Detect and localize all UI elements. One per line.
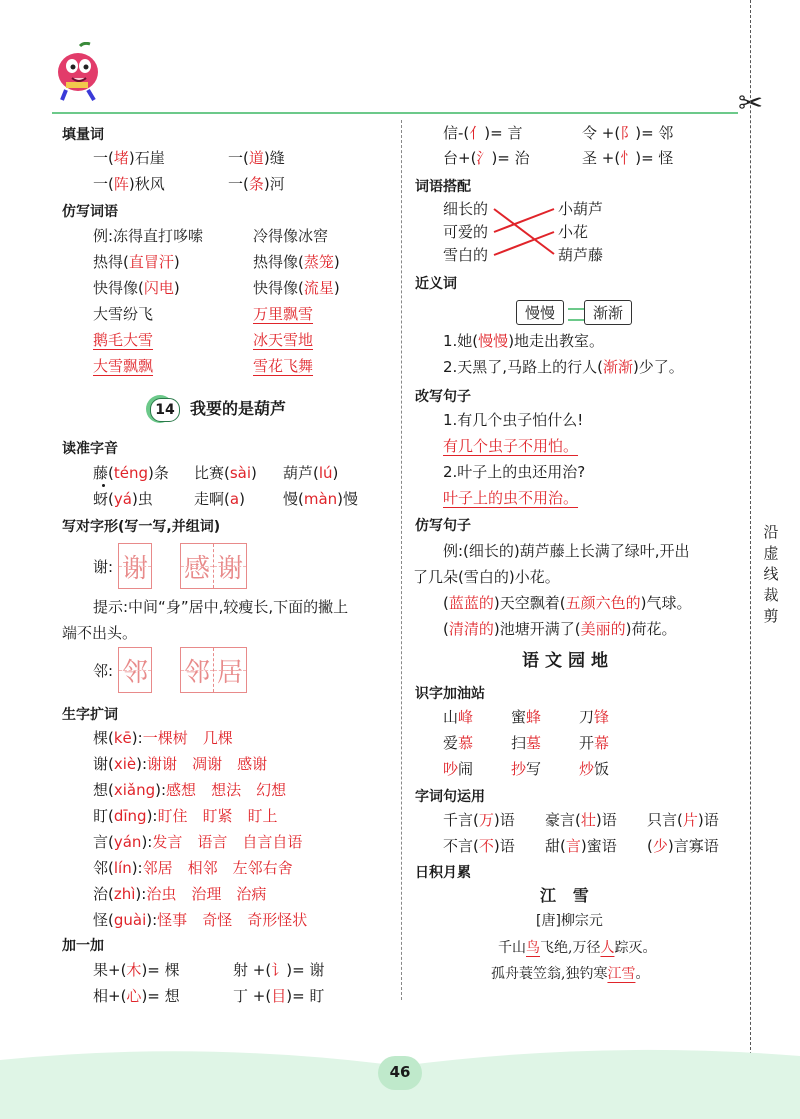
grid-char: 居 bbox=[213, 648, 246, 692]
expand-item: 言(yán):发言 语言 自言自语 bbox=[93, 833, 303, 851]
poem-author: [唐]柳宗元 bbox=[536, 913, 603, 929]
writing-grid-xie-2 bbox=[180, 543, 247, 589]
expand-item: 棵(kē):一棵树 几棵 bbox=[93, 729, 233, 747]
imitate-row-2-b: 快得像(流星) bbox=[253, 279, 340, 297]
synonym-link-icon bbox=[568, 308, 584, 321]
station-item: 蜜蜂 bbox=[511, 708, 542, 726]
match-line-3 bbox=[494, 232, 554, 255]
match-line-1 bbox=[494, 209, 554, 254]
rewrite-a1: 有几个虫子不用怕。 bbox=[443, 437, 579, 455]
pinyin-1-1: 藤(téng)条 bbox=[93, 464, 169, 482]
lesson-number: 14 bbox=[150, 398, 180, 422]
mascot-apple-icon bbox=[52, 42, 108, 106]
scissors-icon: ✂ bbox=[738, 86, 764, 121]
imitate-base-a: 大雪纷飞 bbox=[93, 305, 154, 323]
expand-item: 邻(lín):邻居 相邻 左邻右舍 bbox=[93, 859, 293, 877]
pinyin-1-3: 葫芦(lú) bbox=[283, 464, 339, 482]
grid-char: 邻 bbox=[181, 648, 213, 692]
imitate-answer-2b: 雪花飞舞 bbox=[253, 357, 314, 375]
writing-lin-label: 邻: bbox=[93, 662, 114, 680]
writing-xie-label: 谢: bbox=[93, 558, 114, 576]
subtract-row-1-a: 信-(亻)= 言 bbox=[443, 124, 523, 142]
section-heading-fill: 填量词 bbox=[62, 127, 104, 143]
match-right-3: 葫芦藤 bbox=[558, 246, 604, 264]
section-heading-add: 加一加 bbox=[62, 938, 104, 954]
imitate-sentence-example-2: 了几朵(雪白的)小花。 bbox=[413, 568, 560, 586]
grid-char: 谢 bbox=[119, 544, 151, 588]
usage-item: (少)言寡语 bbox=[647, 837, 719, 855]
synonym-word-a: 慢慢 bbox=[516, 300, 564, 325]
section-heading-usage: 字词句运用 bbox=[415, 789, 485, 805]
section-heading-synonym: 近义词 bbox=[415, 276, 457, 292]
add-row-2-a: 相+(心)= 想 bbox=[93, 987, 180, 1005]
garden-title: 语文园地 bbox=[522, 651, 614, 671]
writing-grid-xie-1 bbox=[118, 543, 152, 589]
grid-char: 邻 bbox=[119, 648, 151, 692]
fill-row-1-a: 一(堵)石崖 bbox=[93, 149, 165, 167]
imitate-base-b: 万里飘雪 bbox=[253, 305, 314, 323]
rewrite-q1: 1.有几个虫子怕什么! bbox=[443, 411, 584, 429]
grid-char: 谢 bbox=[213, 544, 246, 588]
poem-title: 江 雪 bbox=[540, 886, 589, 905]
imitate-row-2-a: 快得像(闪电) bbox=[93, 279, 180, 297]
imitate-answer-2a: 大雪飘飘 bbox=[93, 357, 154, 375]
grid-char: 感 bbox=[181, 544, 213, 588]
cut-line bbox=[750, 0, 751, 1060]
synonym-word-b: 渐渐 bbox=[584, 300, 632, 325]
side-note: 沿 虚 线 裁 剪 bbox=[754, 522, 788, 627]
imitate-answer-1b: 冰天雪地 bbox=[253, 331, 314, 349]
expand-item: 盯(dīng):盯住 盯紧 盯上 bbox=[93, 807, 278, 825]
match-right-2: 小花 bbox=[558, 223, 589, 241]
rewrite-q2: 2.叶子上的虫还用治? bbox=[443, 463, 586, 481]
station-item: 吵闹 bbox=[443, 760, 474, 778]
rewrite-a2: 叶子上的虫不用治。 bbox=[443, 489, 579, 507]
imitate-row-1-b: 热得像(蒸笼) bbox=[253, 253, 340, 271]
add-row-2-b: 丁 +(目)= 盯 bbox=[233, 987, 325, 1005]
section-heading-pinyin: 读准字音 bbox=[62, 441, 118, 457]
usage-item: 只言(片)语 bbox=[647, 811, 719, 829]
section-heading-expand: 生字扩词 bbox=[62, 707, 118, 723]
synonym-sentence-1: 1.她(慢慢)地走出教室。 bbox=[443, 332, 605, 350]
expand-item: 谢(xiè):谢谢 凋谢 感谢 bbox=[93, 755, 268, 773]
page-number: 46 bbox=[389, 1063, 411, 1081]
station-item: 爱慕 bbox=[443, 734, 474, 752]
station-item: 抄写 bbox=[511, 760, 542, 778]
usage-item: 甜(言)蜜语 bbox=[545, 837, 617, 855]
match-left-2: 可爱的 bbox=[443, 223, 489, 241]
section-heading-writing: 写对字形(写一写,并组词) bbox=[62, 519, 221, 535]
usage-item: 千言(万)语 bbox=[443, 811, 515, 829]
usage-item: 不言(不)语 bbox=[443, 837, 515, 855]
subtract-row-2-a: 台+(氵)= 治 bbox=[443, 149, 530, 167]
imitate-row-1-a: 热得(直冒汗) bbox=[93, 253, 180, 271]
station-item: 开幕 bbox=[579, 734, 610, 752]
match-left-1: 细长的 bbox=[443, 200, 489, 218]
pinyin-2-3: 慢(màn)慢 bbox=[283, 490, 359, 508]
subtract-row-2-b: 圣 +(忄)= 怪 bbox=[582, 149, 674, 167]
pinyin-2-1: 蚜(yá)虫 bbox=[93, 490, 153, 508]
writing-tip-2: 端不出头。 bbox=[62, 624, 138, 642]
writing-tip-1: 提示:中间“身”居中,较瘦长,下面的撇上 bbox=[93, 598, 349, 616]
imitate-sentence-answer-1: (蓝蓝的)天空飘着(五颜六色的)气球。 bbox=[443, 594, 692, 612]
synonym-sentence-2: 2.天黑了,马路上的行人(渐渐)少了。 bbox=[443, 358, 684, 376]
fill-row-2-a: 一(阵)秋风 bbox=[93, 175, 165, 193]
writing-grid-lin-1 bbox=[118, 647, 152, 693]
lesson-title: 我要的是葫芦 bbox=[190, 399, 287, 418]
fill-row-1-b: 一(道)缝 bbox=[228, 149, 285, 167]
section-heading-imitate-sentence: 仿写句子 bbox=[415, 518, 471, 534]
imitate-sentence-answer-2: (清清的)池塘开满了(美丽的)荷花。 bbox=[443, 620, 677, 638]
match-line-2 bbox=[494, 209, 554, 232]
section-heading-rewrite: 改写句子 bbox=[415, 389, 471, 405]
section-heading-station: 识字加油站 bbox=[415, 686, 485, 702]
expand-item: 怪(guài):怪事 奇怪 奇形怪状 bbox=[93, 911, 308, 929]
writing-grid-lin-2 bbox=[180, 647, 247, 693]
expand-item: 治(zhì):治虫 治理 治病 bbox=[93, 885, 267, 903]
imitate-example-b: 冷得像冰窖 bbox=[253, 227, 329, 245]
poem-line-1: 千山鸟飞绝,万径人踪灭。 bbox=[498, 940, 657, 956]
station-item: 炒饭 bbox=[579, 760, 610, 778]
add-row-1-a: 果+(木)= 棵 bbox=[93, 961, 180, 979]
subtract-row-1-b: 令 +(阝)= 邻 bbox=[582, 124, 674, 142]
match-lines bbox=[492, 198, 558, 268]
fill-row-2-b: 一(条)河 bbox=[228, 175, 285, 193]
poem-line-2: 孤舟蓑笠翁,独钓寒江雪。 bbox=[491, 966, 650, 982]
usage-item: 豪言(壮)语 bbox=[545, 811, 617, 829]
section-heading-imitate: 仿写词语 bbox=[62, 204, 118, 220]
imitate-example-a: 例:冻得直打哆嗦 bbox=[93, 227, 204, 245]
pinyin-1-2: 比赛(sài) bbox=[194, 464, 257, 482]
imitate-answer-1a: 鹅毛大雪 bbox=[93, 331, 154, 349]
add-row-1-b: 射 +(讠)= 谢 bbox=[233, 961, 325, 979]
station-item: 山峰 bbox=[443, 708, 474, 726]
pinyin-2-2: 走啊(a) bbox=[194, 490, 245, 508]
match-right-1: 小葫芦 bbox=[558, 200, 604, 218]
column-divider bbox=[401, 120, 402, 1000]
station-item: 刀锋 bbox=[579, 708, 610, 726]
station-item: 扫墓 bbox=[511, 734, 542, 752]
header-rule bbox=[52, 112, 738, 114]
expand-item: 想(xiǎng):感想 想法 幻想 bbox=[93, 781, 287, 799]
section-heading-poem: 日积月累 bbox=[415, 865, 471, 881]
match-left-3: 雪白的 bbox=[443, 246, 489, 264]
section-heading-match: 词语搭配 bbox=[415, 179, 471, 195]
imitate-sentence-example-1: 例:(细长的)葫芦藤上长满了绿叶,开出 bbox=[443, 542, 690, 560]
